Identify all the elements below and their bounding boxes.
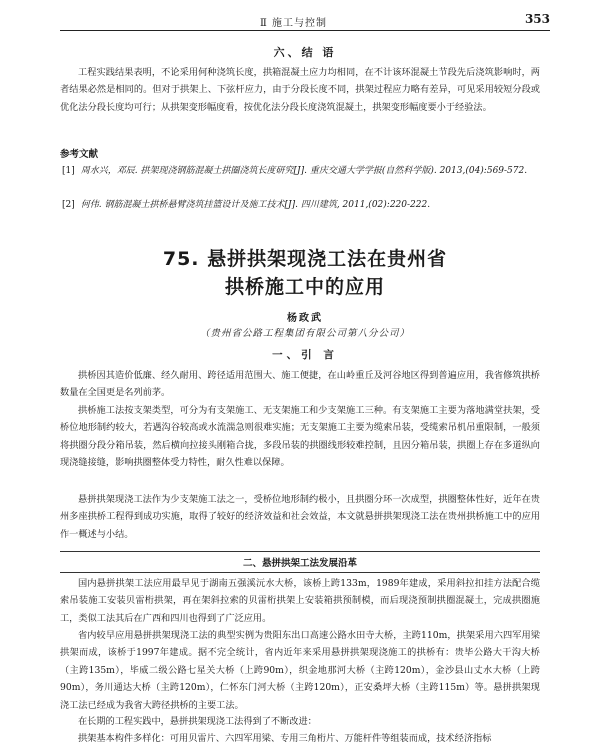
- reference-text: 周水兴，邓辰. 拱架现浇钢筋混凝土拱圈浇筑长度研究[J]. 重庆交通大学学报(自然科学版). 2013,(04):569-572.: [80, 166, 528, 176]
- reference-text: 何伟. 钢筋混凝土拱桥悬臂浇筑挂篮设计及施工技术[J]. 四川建筑, 2011,(02):220-222.: [80, 200, 431, 210]
- development-paragraph: 在长期的工程实践中，悬拼拱架现浇工法得到了不断改进：: [78, 716, 317, 727]
- intro-paragraph: 拱桥施工法按支架类型，可分为有支架施工、无支架施工和少支架施工三种。有支架施工主要为落地满堂扶架，受桥位地形制约较大，若遇沟谷较高或水流湍急则很难实施；无支架施工主要为缆索吊装，受缆索吊机吊重限制，一般须将拱圈分段分箱吊装，然后横向拉接头刚箱合拢，多段吊装的拱圈线形较难控制，且因分箱吊装，拱圈上存在多道纵向现浇缝接缝，影响拱圈整体受力特性，耐久性难以保障。: [60, 405, 540, 469]
- conclusion-heading: 六、结 语: [273, 46, 337, 59]
- intro-heading: 一、引 言: [272, 349, 338, 361]
- reference-tag: [2]: [62, 200, 75, 210]
- intro-paragraph: 悬拼拱架现浇工法作为少支架施工法之一，受桥位地形制约极小，且拱圈分环一次成型，拱圈整体性好，近年在贵州多座拱桥工程得到成功实施，取得了较好的经济效益和社会效益，本文就悬拼拱架现浇工法在贵州拱桥施工中的应用作一概述与小结。: [60, 494, 540, 540]
- article-title-line1: 75. 悬拼拱架现浇工法在贵州省: [162, 248, 448, 270]
- conclusion-paragraph: 工程实践结果表明，不论采用何种浇筑长度，拱箱混凝土应力均相同，在不计该环混凝土节段先后浇筑影响时，两者结果必然是相同的。但对于拱架上、下弦杆应力，由于分段长度不同，拱架过程应力略有差异，可见采用较短分段或优化法分段长度均可行；从拱架变形幅度看，按优化法分段长度浇筑混凝土，拱架变形幅度要小于经验法。: [60, 67, 540, 113]
- reference-item: [62, 163, 540, 179]
- article-author: 杨政武: [287, 313, 323, 324]
- reference-item: [62, 197, 540, 213]
- development-paragraph: 拱架基本构件多样化：可用贝雷片、六四军用梁、专用三角桁片、万能杆件等组装而成，技术经济指标: [78, 733, 492, 744]
- development-paragraph: 省内较早应用悬拼拱架现浇工法的典型实例为贵阳东出口高速公路水田寺大桥，主跨110m，拱架采用六四军用梁拱架而成，该桥于1997年建成。据不完全统计，省内近年来采用悬拼拱架现浇施工的拱桥有：贵毕公路大干沟大桥（主跨135m），毕威二级公路七星关大桥（上跨90m），织金地那河大桥（主跨120m），金沙县山丈水大桥（上跨90m），务川通达大桥（主跨120m），仁怀东门河大桥（主跨120m），正安桑坪大桥（主跨115m）等。悬拼拱架现浇工法已经成为我省大跨径拱桥的主要工法。: [60, 630, 540, 711]
- article-title-line2: 拱桥施工中的应用: [224, 276, 385, 298]
- article-affiliation: （贵州省公路工程集团有限公司第八分公司）: [199, 328, 410, 339]
- intro-paragraph: 拱桥因其造价低廉、经久耐用、跨径适用范围大、施工便捷，在山岭重丘及河谷地区得到普遍应用，我省修筑拱桥数量在全国更是名列前茅。: [60, 370, 540, 399]
- reference-tag: [1]: [62, 166, 75, 176]
- page-number: 353: [524, 12, 550, 26]
- header-section-title: Ⅱ 施工与控制: [260, 18, 327, 29]
- development-paragraph: 国内悬拼拱架工法应用最早见于湖南五强溪沅水大桥，该桥上跨133m，1989年建成，采用斜拉扣挂方法配合缆索吊装施工安装贝雷桁拱架，再在架斜拉索的贝雷桁拱架上安装箱拱预制模，而后现浇预制拱圈混凝土，完成拱圈施工，类似工法其后在广西和四川也得到了广泛应用。: [60, 578, 540, 624]
- development-heading: 二、悬拼拱架工法发展沿革: [60, 555, 540, 569]
- references-heading: 参考文献: [60, 149, 99, 160]
- running-header: [60, 12, 550, 31]
